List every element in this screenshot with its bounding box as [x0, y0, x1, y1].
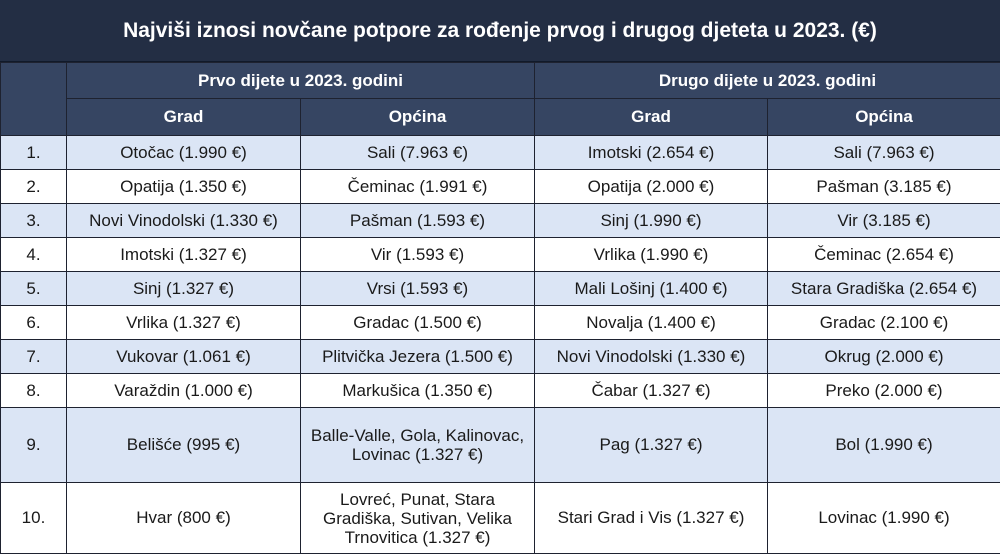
- table-cell: Preko (2.000 €): [768, 374, 1000, 408]
- table-cell: Opatija (1.350 €): [67, 170, 301, 204]
- table-row: [1, 340, 1000, 374]
- table-cell: Vir (1.593 €): [301, 238, 535, 272]
- group-header-first-child: Prvo dijete u 2023. godini: [67, 63, 535, 99]
- table-cell: Sali (7.963 €): [768, 136, 1000, 170]
- table-cell: Opatija (2.000 €): [535, 170, 768, 204]
- table-row: [1, 306, 1000, 340]
- table-cell: Varaždin (1.000 €): [67, 374, 301, 408]
- table-row: [1, 374, 1000, 408]
- table-cell: Vrlika (1.990 €): [535, 238, 768, 272]
- table-cell: Bol (1.990 €): [768, 408, 1000, 483]
- table-cell: Čeminac (2.654 €): [768, 238, 1000, 272]
- rank-cell: 7.: [1, 340, 67, 374]
- table-cell: Sinj (1.327 €): [67, 272, 301, 306]
- table-cell: Vrsi (1.593 €): [301, 272, 535, 306]
- table-row: [1, 408, 1000, 483]
- table-row: [1, 136, 1000, 170]
- table-cell: Lovinac (1.990 €): [768, 483, 1000, 554]
- table-row: [1, 272, 1000, 306]
- table-cell: Lovreć, Punat, Stara Gradiška, Sutivan, Velika Trnovitica (1.327 €): [301, 483, 535, 554]
- rank-cell: 5.: [1, 272, 67, 306]
- column-header-grad: Grad: [535, 99, 768, 136]
- table-cell: Novi Vinodolski (1.330 €): [535, 340, 768, 374]
- table-cell: Čabar (1.327 €): [535, 374, 768, 408]
- table-cell: Pašman (1.593 €): [301, 204, 535, 238]
- table-cell: Otočac (1.990 €): [67, 136, 301, 170]
- table-cell: Stari Grad i Vis (1.327 €): [535, 483, 768, 554]
- table-row: [1, 170, 1000, 204]
- table-cell: Vir (3.185 €): [768, 204, 1000, 238]
- rank-cell: 9.: [1, 408, 67, 483]
- table-cell: Gradac (1.500 €): [301, 306, 535, 340]
- table-cell: Stara Gradiška (2.654 €): [768, 272, 1000, 306]
- table-cell: Pag (1.327 €): [535, 408, 768, 483]
- page-title: Najviši iznosi novčane potpore za rođenje prvog i drugog djeteta u 2023. (€): [0, 0, 1000, 62]
- table-row: [1, 238, 1000, 272]
- table-cell: Vukovar (1.061 €): [67, 340, 301, 374]
- rank-cell: 6.: [1, 306, 67, 340]
- table-cell: Gradac (2.100 €): [768, 306, 1000, 340]
- rank-cell: 2.: [1, 170, 67, 204]
- table-row: [1, 204, 1000, 238]
- rank-header: [1, 63, 67, 136]
- table-cell: Mali Lošinj (1.400 €): [535, 272, 768, 306]
- column-header-opcina: Općina: [768, 99, 1000, 136]
- table-cell: Novi Vinodolski (1.330 €): [67, 204, 301, 238]
- rank-cell: 1.: [1, 136, 67, 170]
- group-header-second-child: Drugo dijete u 2023. godini: [535, 63, 1000, 99]
- table-cell: Novalja (1.400 €): [535, 306, 768, 340]
- table-cell: Markušica (1.350 €): [301, 374, 535, 408]
- table-cell: Plitvička Jezera (1.500 €): [301, 340, 535, 374]
- table-cell: Vrlika (1.327 €): [67, 306, 301, 340]
- rank-cell: 10.: [1, 483, 67, 554]
- data-table: [0, 62, 1000, 554]
- table-cell: Sinj (1.990 €): [535, 204, 768, 238]
- column-header-grad: Grad: [67, 99, 301, 136]
- table-cell: Balle-Valle, Gola, Kalinovac, Lovinac (1.327 €): [301, 408, 535, 483]
- table-cell: Belišće (995 €): [67, 408, 301, 483]
- table-cell: Pašman (3.185 €): [768, 170, 1000, 204]
- table-cell: Imotski (2.654 €): [535, 136, 768, 170]
- rank-cell: 4.: [1, 238, 67, 272]
- table-cell: Hvar (800 €): [67, 483, 301, 554]
- table-row: [1, 483, 1000, 554]
- table-cell: Imotski (1.327 €): [67, 238, 301, 272]
- column-header-opcina: Općina: [301, 99, 535, 136]
- table-cell: Okrug (2.000 €): [768, 340, 1000, 374]
- rank-cell: 8.: [1, 374, 67, 408]
- rank-cell: 3.: [1, 204, 67, 238]
- table-cell: Čeminac (1.991 €): [301, 170, 535, 204]
- table-cell: Sali (7.963 €): [301, 136, 535, 170]
